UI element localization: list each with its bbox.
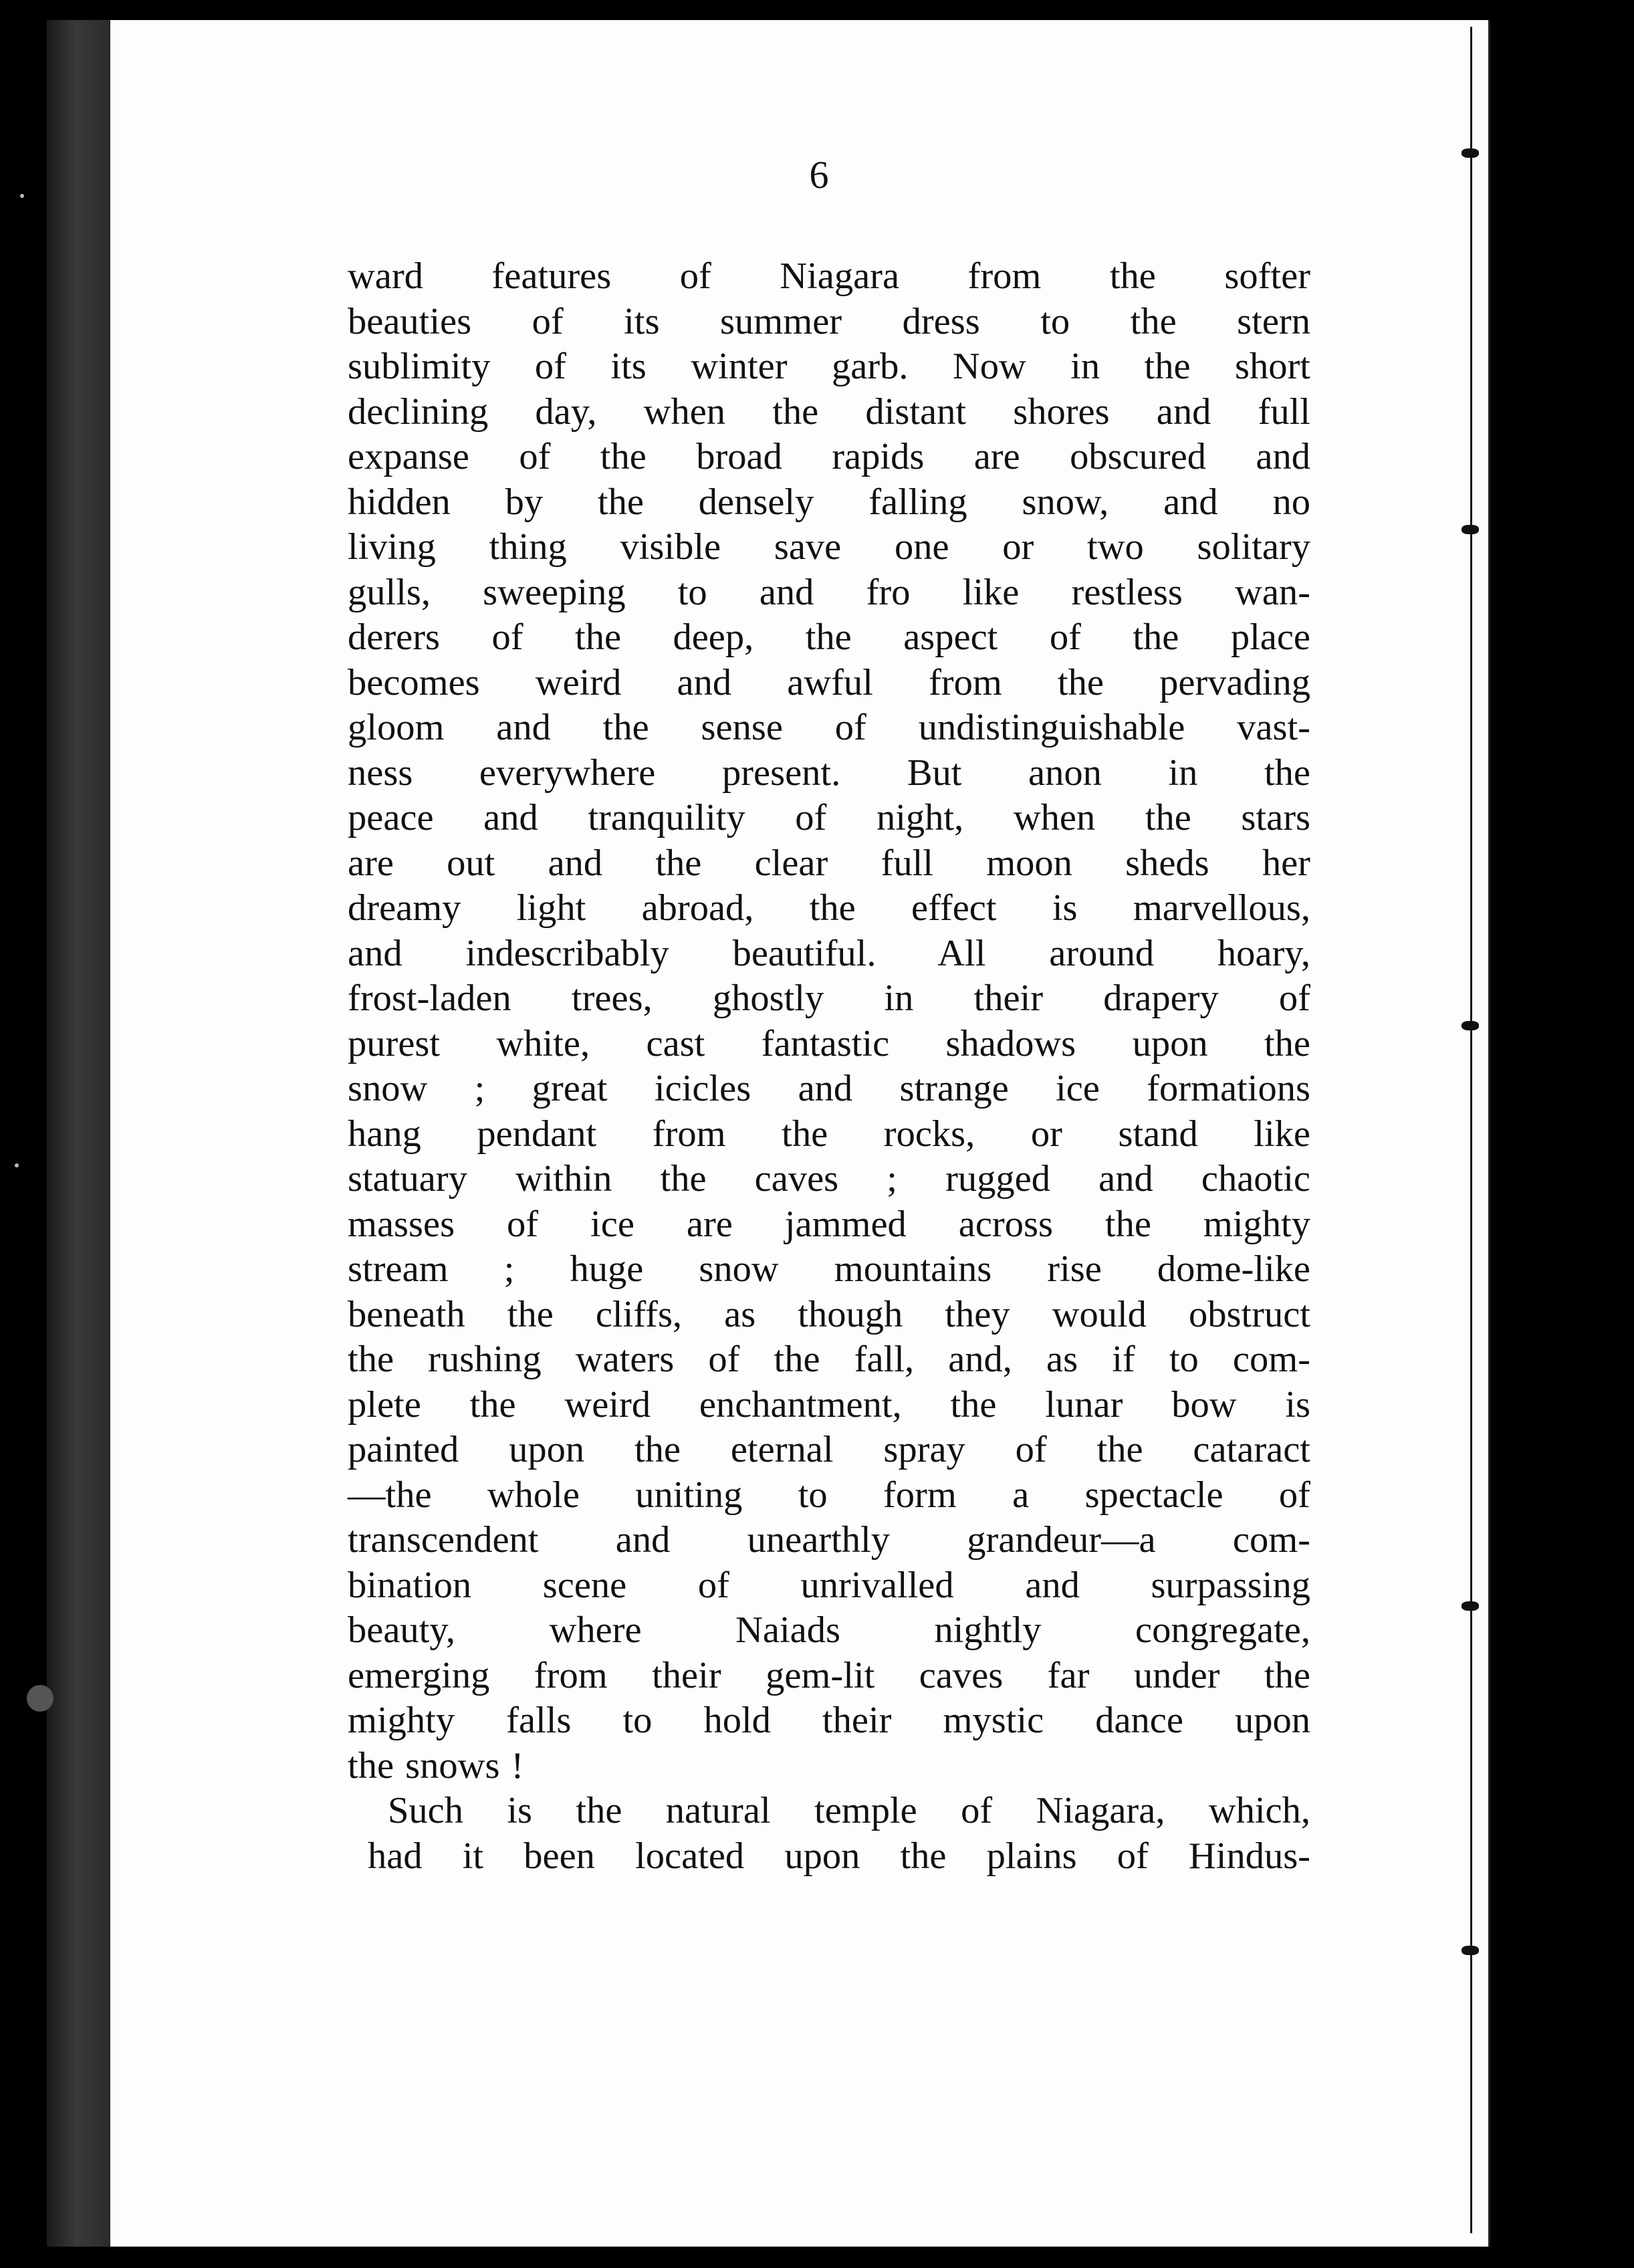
scan-speck bbox=[20, 194, 24, 198]
body-text bbox=[348, 254, 1310, 1879]
text-line: hidden by the densely falling snow, and no bbox=[348, 481, 1310, 523]
text-line: becomes weird and awful from the pervading bbox=[348, 661, 1310, 703]
binding-mark bbox=[1462, 1601, 1479, 1611]
text-line: living thing visible save one or two solitary bbox=[348, 526, 1310, 568]
text-line: bination scene of unrivalled and surpassing bbox=[348, 1564, 1310, 1606]
binding-mark bbox=[1462, 525, 1479, 534]
text-line: gulls, sweeping to and fro like restless wan- bbox=[348, 571, 1310, 613]
scan-speck bbox=[27, 1685, 53, 1712]
text-line: painted upon the eternal spray of the cataract bbox=[348, 1429, 1310, 1470]
paragraph-1 bbox=[348, 254, 1310, 1789]
text-line: snow ; great icicles and strange ice formations bbox=[348, 1068, 1310, 1109]
text-line: ward features of Niagara from the softer bbox=[348, 255, 1310, 297]
text-line: the snows ! bbox=[348, 1744, 524, 1787]
text-line: frost-laden trees, ghostly in their drapery of bbox=[348, 978, 1310, 1019]
text-line: sublimity of its winter garb. Now in the short bbox=[348, 346, 1310, 387]
text-line: declining day, when the distant shores and full bbox=[348, 390, 1310, 433]
text-line: purest white, cast fantastic shadows upon the bbox=[348, 1022, 1310, 1064]
text-line: statuary within the caves ; rugged and chaotic bbox=[348, 1158, 1310, 1200]
text-line: peace and tranquility of night, when the stars bbox=[348, 797, 1310, 838]
text-line: expanse of the broad rapids are obscured and bbox=[348, 436, 1310, 477]
binding-mark bbox=[1462, 1946, 1479, 1955]
text-line: —the whole uniting to form a spectacle of bbox=[348, 1474, 1310, 1516]
text-line: gloom and the sense of undistinguishable vast- bbox=[348, 707, 1310, 748]
text-line: hang pendant from the rocks, or stand like bbox=[348, 1113, 1310, 1155]
text-line: plete the weird enchantment, the lunar bow is bbox=[348, 1383, 1310, 1426]
text-line: derers of the deep, the aspect of the place bbox=[348, 616, 1310, 658]
page-number: 6 bbox=[809, 153, 829, 197]
text-line: beneath the cliffs, as though they would obstruct bbox=[348, 1293, 1310, 1335]
paragraph-2 bbox=[348, 1789, 1310, 1879]
text-line: mighty falls to hold their mystic dance upon bbox=[348, 1700, 1310, 1741]
book-spine bbox=[47, 20, 114, 2247]
page-right-edge bbox=[1464, 20, 1490, 2247]
binding-mark bbox=[1462, 1021, 1479, 1030]
text-line: Such is the natural temple of Niagara, which, bbox=[388, 1790, 1310, 1831]
text-line: and indescribably beautiful. All around hoary, bbox=[348, 932, 1310, 974]
text-line: ness everywhere present. But anon in the bbox=[348, 752, 1310, 794]
text-line: had it been located upon the plains of Hindus- bbox=[368, 1835, 1310, 1877]
text-line: transcendent and unearthly grandeur—a com- bbox=[348, 1519, 1310, 1561]
text-line: beauties of its summer dress to the stern bbox=[348, 300, 1310, 342]
text-line: masses of ice are jammed across the mighty bbox=[348, 1203, 1310, 1245]
text-line: are out and the clear full moon sheds her bbox=[348, 842, 1310, 884]
text-line: beauty, where Naiads nightly congregate, bbox=[348, 1609, 1310, 1651]
binding-mark bbox=[1462, 148, 1479, 158]
text-line: emerging from their gem-lit caves far under the bbox=[348, 1654, 1310, 1696]
scan-speck bbox=[15, 1163, 19, 1167]
text-line: dreamy light abroad, the effect is marvellous, bbox=[348, 887, 1310, 929]
binding-line bbox=[1470, 27, 1472, 2233]
text-line: the rushing waters of the fall, and, as if to com- bbox=[348, 1339, 1310, 1380]
text-line: stream ; huge snow mountains rise dome-like bbox=[348, 1248, 1310, 1290]
